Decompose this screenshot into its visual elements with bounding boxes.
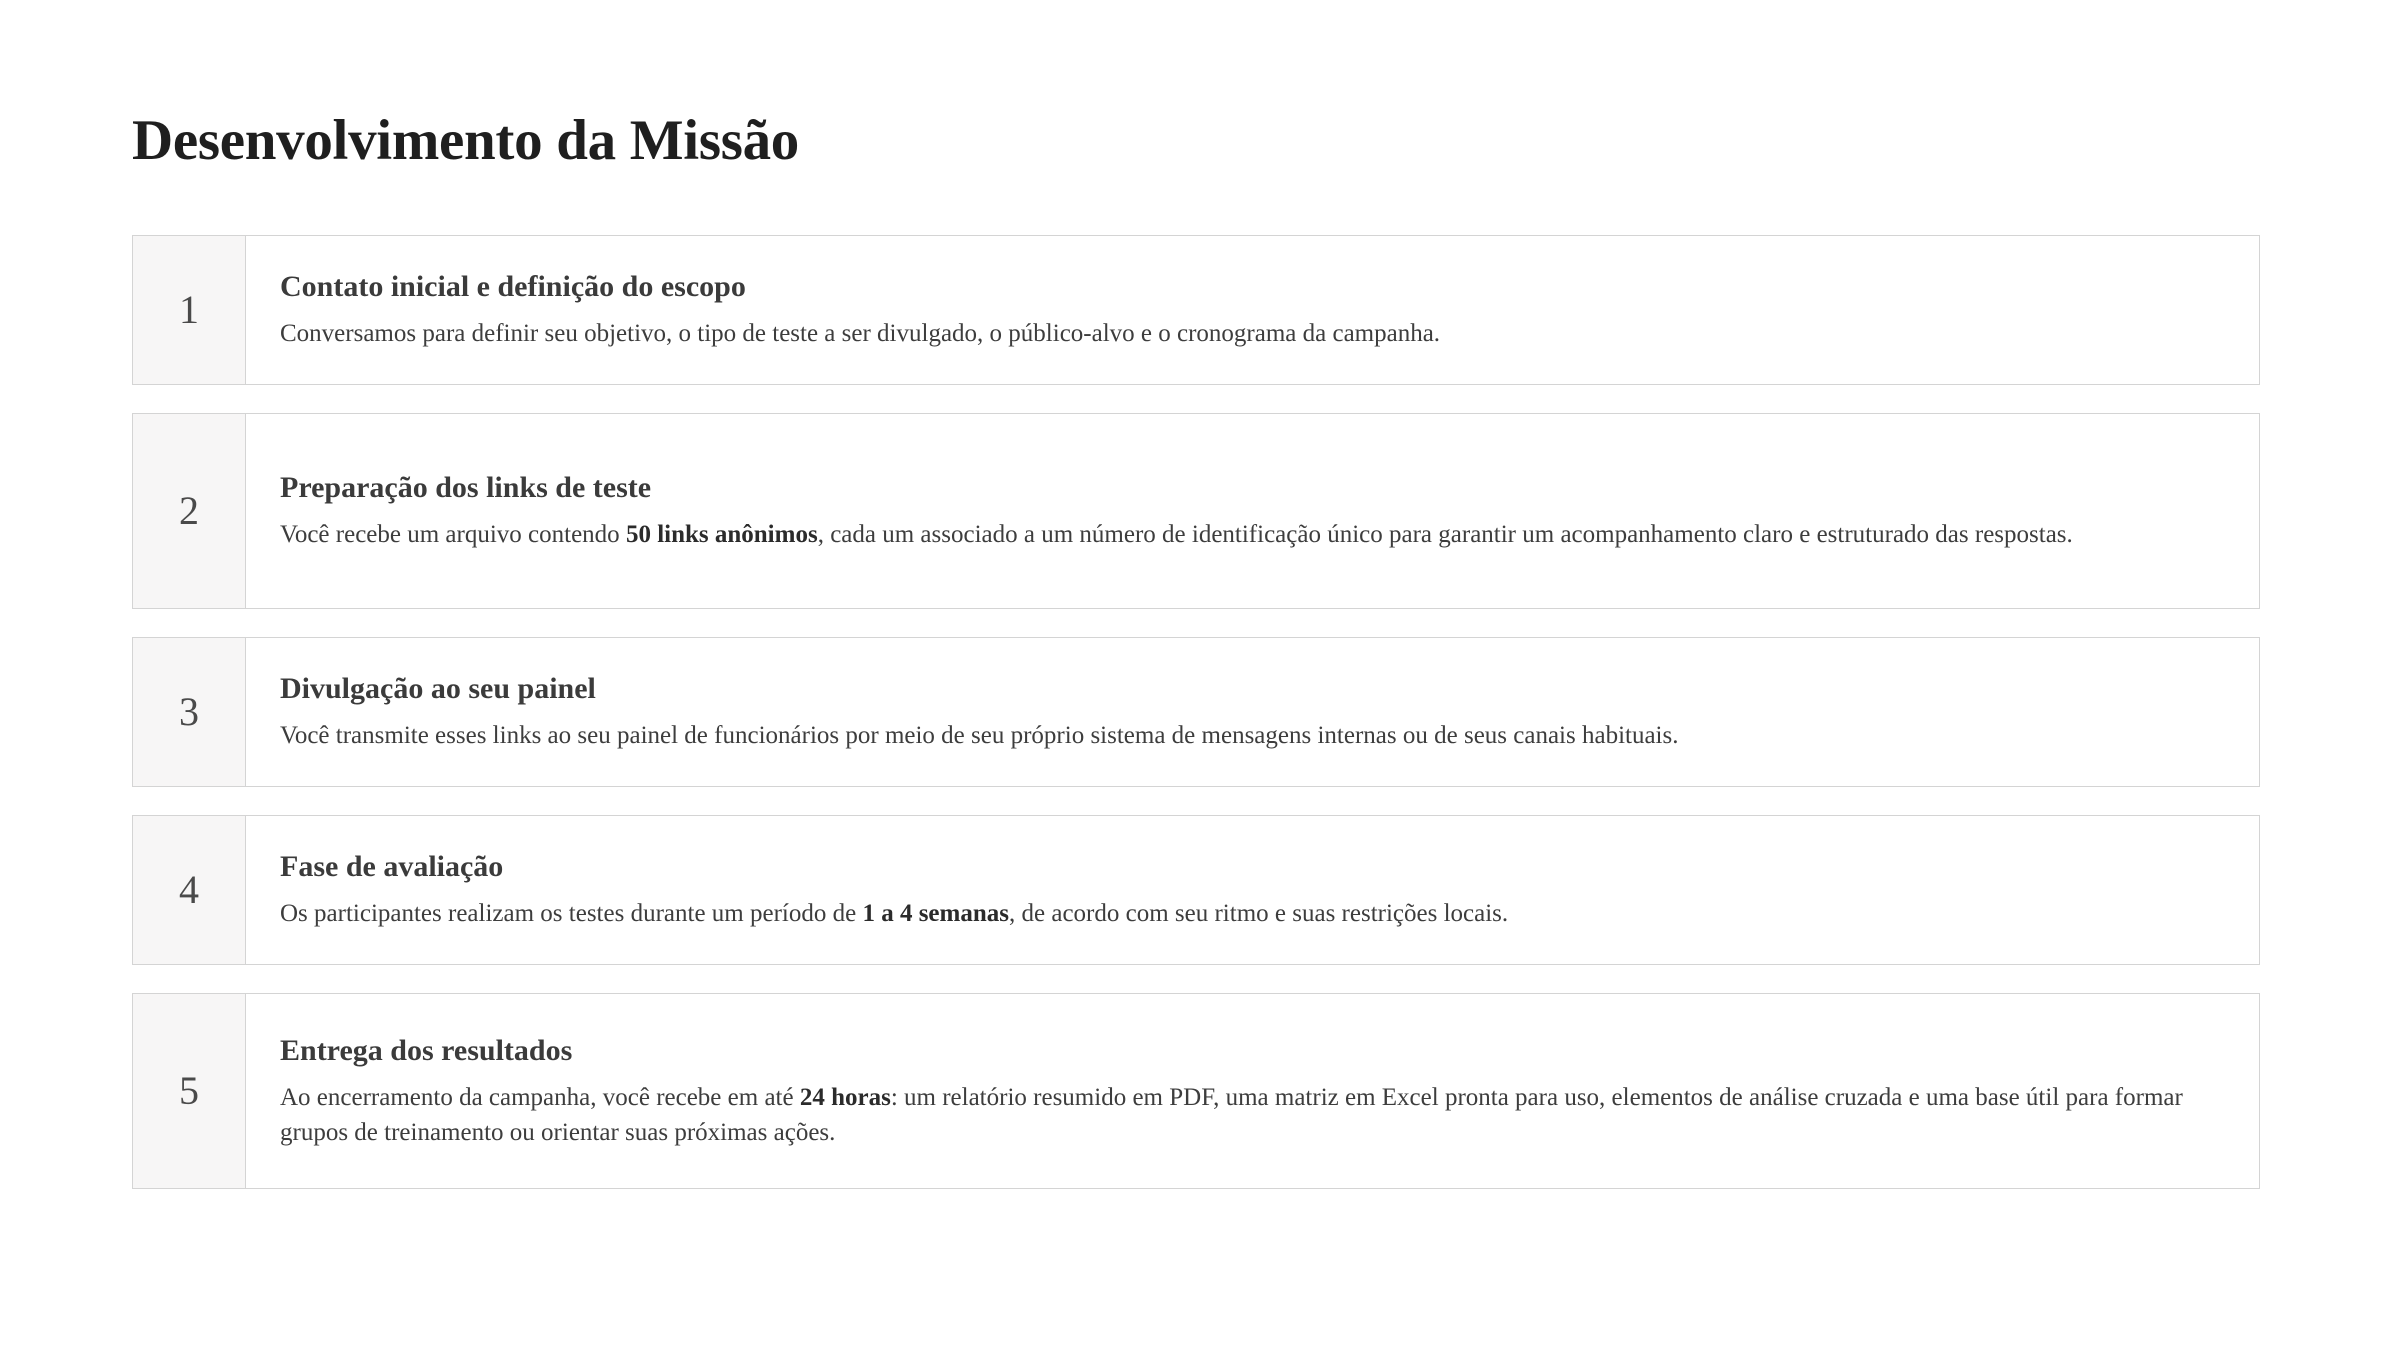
step-number-cell [133, 994, 246, 1188]
step-number-cell [133, 638, 246, 786]
step-title: Contato inicial e definição do escopo [280, 270, 746, 304]
step-number: 3 [179, 688, 199, 734]
step-card-2 [132, 413, 2260, 609]
step-card-3 [132, 637, 2260, 787]
step-number: 1 [179, 286, 199, 332]
step-number: 5 [179, 1067, 199, 1113]
step-description: Conversamos para definir seu objetivo, o tipo de teste a ser divulgado, o público-alvo e o cronograma da campanha. [280, 320, 1441, 348]
step-number-cell [133, 414, 246, 608]
steps-list [132, 235, 2260, 1189]
step-card-1 [132, 235, 2260, 385]
step-body [246, 816, 2259, 964]
step-number: 2 [179, 487, 199, 533]
step-number-cell [133, 816, 246, 964]
step-number-cell [133, 236, 246, 384]
step-title: Entrega dos resultados [280, 1033, 573, 1067]
step-number: 4 [179, 866, 199, 912]
step-description: Você transmite esses links ao seu painel de funcionários por meio de seu próprio sistema de mensagens internas ou de seus canais habituais. [280, 722, 1679, 750]
step-description: Você recebe um arquivo contendo 50 links anônimos, cada um associado a um número de identificação único para garantir um acompanhamento claro e estruturado das respostas. [280, 521, 2073, 549]
step-body [246, 994, 2259, 1188]
step-body [246, 236, 2259, 384]
step-card-4 [132, 815, 2260, 965]
step-title: Fase de avaliação [280, 850, 504, 884]
step-description: Os participantes realizam os testes durante um período de 1 a 4 semanas, de acordo com seu ritmo e suas restrições locais. [280, 900, 1509, 928]
step-description: Ao encerramento da campanha, você recebe em até 24 horas: um relatório resumido em PDF, uma matriz em Excel pronta para uso, elementos de análise cruzada e uma base útil para formar grupos de treinamento ou orientar suas próximas ações. [280, 1083, 2183, 1147]
step-body [246, 414, 2259, 608]
step-card-5 [132, 993, 2260, 1189]
step-title: Preparação dos links de teste [280, 471, 652, 505]
step-body [246, 638, 2259, 786]
page-title: Desenvolvimento da Missão [132, 109, 799, 172]
step-title: Divulgação ao seu painel [280, 672, 596, 706]
